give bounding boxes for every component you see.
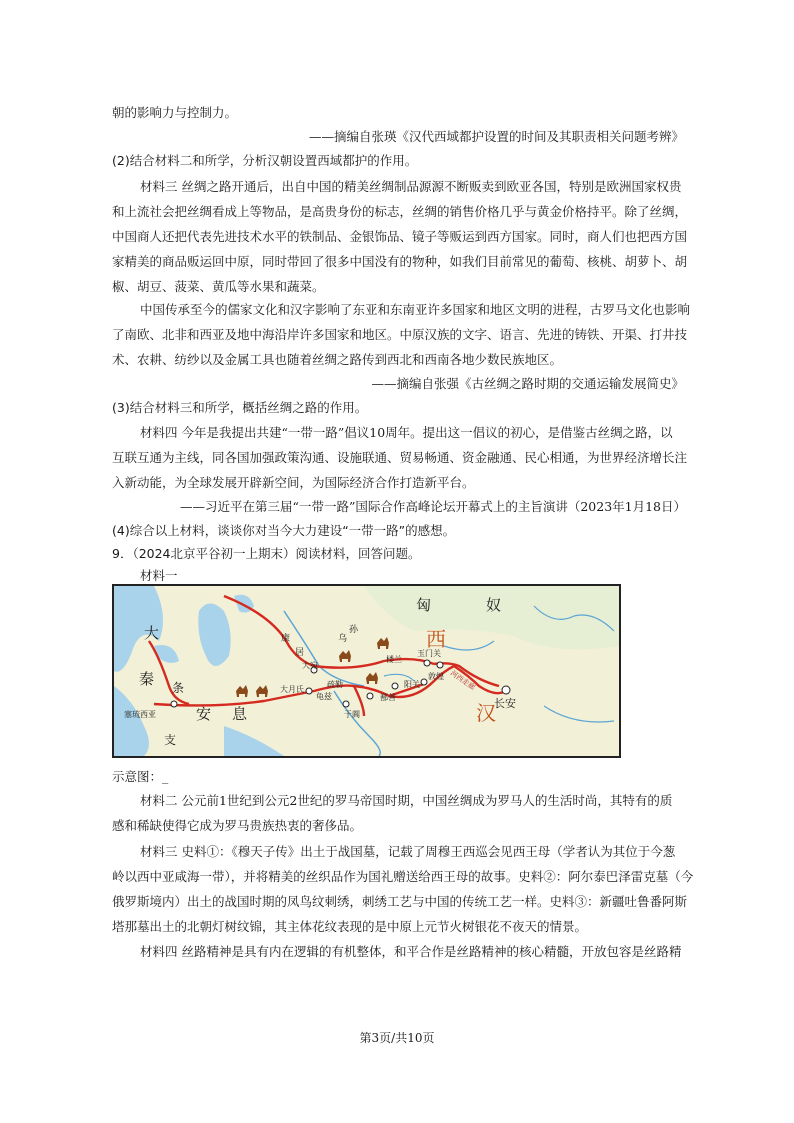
map-label-yutian: 于阗 xyxy=(344,710,360,719)
page-number: 第3页/共10页 xyxy=(359,1031,435,1045)
map-label-changan: 长安 xyxy=(494,697,516,710)
material-4-line: 互联互通为主线，同各国加强政策沟通、设施联通、贸易畅通、资金融通、民心相通，为世界经济增长注 xyxy=(112,450,688,465)
material-4-line: 材料四 今年是我提出共建“一带一路”倡议10周年。提出这一倡议的初心，是借鉴古丝绸之路，以 xyxy=(140,425,673,440)
map-label-wusun-2: 孙 xyxy=(349,625,359,635)
map-label-yangguan: 阳关 xyxy=(404,680,420,689)
text-line: 朝的影响力与控制力。 xyxy=(112,105,238,120)
silk-road-map xyxy=(112,584,621,758)
question-9-heading: 9．（2024北京平谷初一上期末）阅读材料，回答问题。 xyxy=(112,546,421,561)
material-2-line: 材料二 公元前1世纪到公元2世纪的罗马帝国时期，中国丝绸成为罗马人的生活时尚，其特有的质 xyxy=(140,793,673,808)
map-label-shule: 疏勒 xyxy=(327,680,343,689)
material-3-line: 俄罗斯境内）出土的战国时期的凤鸟纹刺绣，刺绣工艺与中国的传统工艺一样。史料③：新疆吐鲁番阿斯 xyxy=(112,894,688,909)
material-1-label: 材料一 xyxy=(140,568,178,583)
map-label-qiuci: 龟兹 xyxy=(316,692,332,701)
map-label-da: 大 xyxy=(144,624,160,642)
map-label-xiongnu-2: 奴 xyxy=(486,596,502,614)
material-3-line: 材料三 丝绸之路开通后，出自中国的精美丝绸制品源源不断贩卖到欧亚各国，特别是欧洲国家权贵 xyxy=(140,179,682,194)
question-2: (2)结合材料二和所学，分析汉朝设置西域都护的作用。 xyxy=(112,153,418,168)
map-label-han: 汉 xyxy=(476,701,496,725)
material-3-line: 中国传承至今的儒家文化和汉字影响了东亚和东南亚许多国家和地区文明的进程，古罗马文化也影响 xyxy=(140,302,691,317)
map-label-xi: 西 xyxy=(426,627,446,651)
material-3-line: 椒、胡豆、菠菜、黄瓜等水果和蔬菜。 xyxy=(112,279,325,294)
diagram-caption: 示意图：_ xyxy=(112,769,169,784)
map-label-seleucia: 塞琉西亚 xyxy=(124,710,156,719)
citation: ——习近平在第三届“一带一路”国际合作高峰论坛开幕式上的主旨演讲（2023年1月18日） xyxy=(180,499,686,514)
map-label-tiao: 条 xyxy=(172,681,185,695)
material-3-line: 岭以西中亚咸海一带），并将精美的丝织品作为国礼赠送给西王母的故事。史料②：阿尔泰巴泽雷克墓（今 xyxy=(112,869,694,884)
map-label-an: 安 xyxy=(196,705,212,723)
map-label-yumenguan: 玉门关 xyxy=(417,649,441,658)
question-3: (3)结合材料三和所学，概括丝绸之路的作用。 xyxy=(112,400,368,415)
material-4-line: 入新动能，为全球发展开辟新空间，为国际经济合作打造新平台。 xyxy=(112,475,475,490)
map-label-shanshan: 鄯善 xyxy=(380,693,396,702)
question-4: (4)综合以上材料，谈谈你对当今大力建设“一带一路”的感想。 xyxy=(112,523,456,538)
map-label-loulan: 楼兰 xyxy=(386,655,402,664)
map-label-kangju-1: 康 xyxy=(281,634,291,644)
citation: ——摘编自张瑛《汉代西域都护设置的时间及其职责相关问题考辨》 xyxy=(308,129,684,144)
citation: ——摘编自张强《古丝绸之路时期的交通运输发展简史》 xyxy=(371,376,684,391)
material-2-line: 感和稀缺使得它成为罗马贵族热衷的奢侈品。 xyxy=(112,818,363,833)
material-3-line: 术、农耕、纺纱以及金属工具也随着丝绸之路传到西北和西南各地少数民族地区。 xyxy=(112,352,563,367)
map-label-dayuezhi: 大月氏 xyxy=(280,685,304,694)
map-label-wusun-1: 乌 xyxy=(338,634,348,644)
map-label-xi-parthia: 息 xyxy=(232,705,248,723)
material-3-line: 家精美的商品贩运回中原，同时带回了很多中国没有的物种，如我们目前常见的葡萄、核桃、胡萝卜、胡 xyxy=(112,254,688,269)
material-3-line: 和上流社会把丝绸看成上等物品，是高贵身份的标志，丝绸的销售价格几乎与黄金价格持平。除了丝绸， xyxy=(112,204,688,219)
map-label-xiongnu-1: 匈 xyxy=(416,596,432,614)
material-3-line: 塔那墓出土的北朝灯树纹锦，其主体花纹表现的是中原上元节火树银花不夜天的情景。 xyxy=(112,919,588,934)
map-label-zhi: 支 xyxy=(164,733,177,747)
material-3-line: 材料三 史料①：《穆天子传》出土于战国墓，记载了周穆王西巡会见西王母（学者认为其位于今葱 xyxy=(140,844,676,859)
material-4-line: 材料四 丝路精神是具有内在逻辑的有机整体，和平合作是丝路精神的核心精髓，开放包容是丝路精 xyxy=(140,944,682,959)
map-label-kangju-2: 居 xyxy=(295,648,305,658)
map-label-hexi: 河西走廊 xyxy=(448,669,477,692)
map-label-dayuan: 大宛 xyxy=(302,661,318,670)
material-3-line: 了南欧、北非和西亚及地中海沿岸许多国家和地区。中原汉族的文字、语言、先进的铸铁、开渠、打井技 xyxy=(112,327,688,342)
map-label-qin: 秦 xyxy=(139,670,155,688)
material-3-line: 中国商人还把代表先进技术水平的铁制品、金银饰品、镜子等贩运到西方国家。同时，商人们也把西方国 xyxy=(112,229,688,244)
map-label-dunhuang: 敦煌 xyxy=(428,672,444,681)
